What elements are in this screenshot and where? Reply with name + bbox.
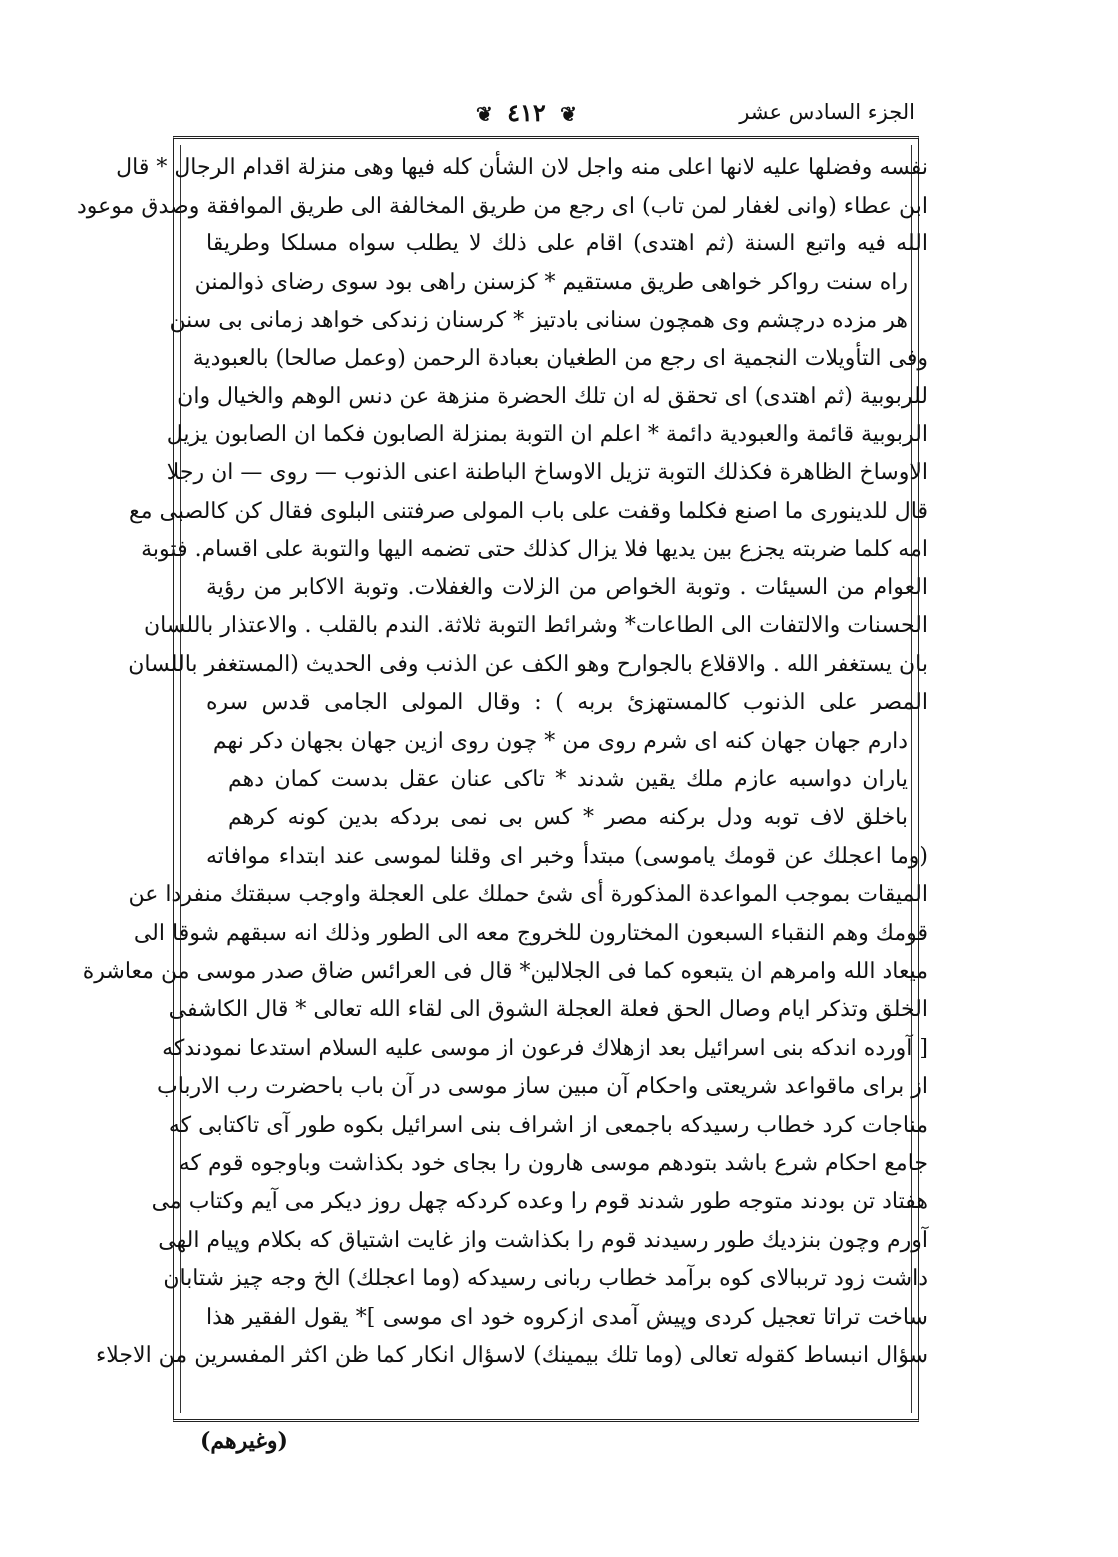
text-line: داشت زود ترببالاى كوه برآمد خطاب ربانى رسيدكه (وما اعجلك) الخ وجه چيز شتابان xyxy=(163,1266,928,1291)
text-line: ساخت تراتا تعجيل كردى وپيش آمدى ازكروه خود اى موسى ]* يقول الفقير هذا xyxy=(206,1305,928,1330)
text-line: الحسنات والالتفات الى الطاعات* وشرائط التوبة ثلاثة. الندم بالقلب . والاعتذار باللسان xyxy=(143,613,928,638)
text-line: آورم وچون بنزديك طور رسيدند قوم را بكذاشت واز غايت اشتياق كه بكلام وپيام الهى xyxy=(158,1228,928,1253)
text-line: جامع احكام شرع باشد بتودهم موسى هارون را بجاى خود بكذاشت وباوجوه قوم كه xyxy=(178,1151,928,1176)
text-line: للربوبية (ثم اهتدى) اى تحقق له ان تلك الحضرة منزهة عن دنس الوهم والخيال وان xyxy=(177,384,928,409)
text-line: الاوساخ الظاهرة فكذلك التوبة تزيل الاوساخ الباطنة اعنى الذنوب — روى — ان رجلا xyxy=(166,460,928,485)
ornament-left-icon: ❦ xyxy=(476,102,493,126)
text-line: قومك وهم النقباء السبعون المختارون للخروج معه الى الطور وذلك انه سبقهم شوقا الى xyxy=(133,921,928,946)
text-line: العوام من السيئات . وتوبة الخواص من الزلات والغفلات. وتوبة الاكابر من رؤية xyxy=(206,575,928,600)
text-line: [ آورده اندكه بنى اسرائيل بعد ازهلاك فرعون از موسى عليه السلام استدعا نمودندكه xyxy=(162,1036,928,1061)
text-line: ميعاد الله وامرهم ان يتبعوه كما فى الجلالين* قال فى العرائس ضاق صدر موسى من معاشرة xyxy=(82,959,928,984)
text-line: الميقات بموجب المواعدة المذكورة أى شئ حملك على العجلة واوجب سبقتك منفردا عن xyxy=(128,882,928,907)
text-line: نفسه وفضلها عليه لانها اعلى منه واجل لان الشأن كله فيها وهى منزلة اقدام الرجال * قال xyxy=(116,155,928,180)
text-line: سؤال انبساط كقوله تعالى (وما تلك بيمينك) لاسؤال انكار كما ظن اكثر المفسرين من الاجلاء xyxy=(95,1343,928,1368)
text-line: الربوبية قائمة والعبودية دائمة * اعلم ان التوبة بمنزلة الصابون فكما ان الصابون يزيل xyxy=(166,422,928,447)
text-line: الله فيه واتبع السنة (ثم اهتدى) اقام على ذلك لا يطلب سواه مسلكا وطريقا xyxy=(206,231,928,256)
text-line: (وما اعجلك عن قومك ياموسى) مبتدأ وخبر اى وقلنا لموسى عند ابتداء موافاته xyxy=(206,844,928,869)
text-line: قال للدينورى ما اصنع فكلما وقفت على باب المولى صرفتنى البلوى فقال كن كالصبى مع xyxy=(129,499,928,524)
text-line: الخلق وتذكر ايام وصال الحق فعلة العجلة الشوق الى لقاء الله تعالى * قال الكاشفى xyxy=(168,997,928,1022)
page-number xyxy=(470,98,583,127)
ornament-right-icon: ❦ xyxy=(560,102,577,126)
verse-line: دارم جهان جهان كنه اى شرم روى من * چون روى ازين جهان بجهان دكر نهم xyxy=(212,729,908,754)
text-line: وفى التأويلات النجمية اى رجع من الطغيان بعبادة الرحمن (وعمل صالحا) بالعبودية xyxy=(192,346,928,371)
text-line: مناجات كرد خطاب رسيدكه باجمعى از اشراف بنى اسرائيل بكوه طور آى تاكتابى كه xyxy=(168,1113,928,1138)
verse-line: ياران دواسبه عازم ملك يقين شدند * تاكى عنان عقل بدست كمان دهم xyxy=(228,767,908,792)
verse-line: هر مزده درچشم وى همچون سنانى بادتيز * كرسنان زندكى خواهد زمانى بى سنن xyxy=(169,308,908,333)
text-line: امه كلما ضربته يجزع بين يديها فلا يزال كذلك حتى تضمه اليها والتوبة على اقسام. فتوبة xyxy=(141,537,928,562)
text-line: ابن عطاء (وانى لغفار لمن تاب) اى رجع من طريق المخالفة الى طريق الموافقة وصدق موعود xyxy=(76,194,928,219)
text-line: بان يستغفر الله . والاقلاع بالجوارح وهو الكف عن الذنب وفى الحديث (المستغفر باللسان xyxy=(128,652,928,677)
verse-line: باخلق لاف توبه ودل بركنه مصر * كس بى نمى بردكه بدين كونه كرهم xyxy=(228,805,908,830)
text-line: از براى ماقواعد شريعتى واحكام آن مبين ساز موسى در آن باب باحضرت رب الارباب xyxy=(157,1074,928,1099)
verse-line: راه سنت رواكر خواهى طريق مستقيم * كزسنن راهى بود سوى رضاى ذوالمنن xyxy=(194,270,908,295)
running-title: الجزء السادس عشر xyxy=(739,100,915,124)
page-number-text: ٤١٢ xyxy=(507,98,546,127)
text-line: المصر على الذنوب كالمستهزئ بربه ) : وقال المولى الجامى قدس سره xyxy=(206,690,928,715)
page-header xyxy=(170,92,915,134)
text-line: هفتاد تن بودند متوجه طور شدند قوم را وعده كردكه چهل روز ديكر مى آيم وكتاب مى xyxy=(151,1189,928,1214)
catchword: (وغيرهم) xyxy=(200,1428,288,1454)
